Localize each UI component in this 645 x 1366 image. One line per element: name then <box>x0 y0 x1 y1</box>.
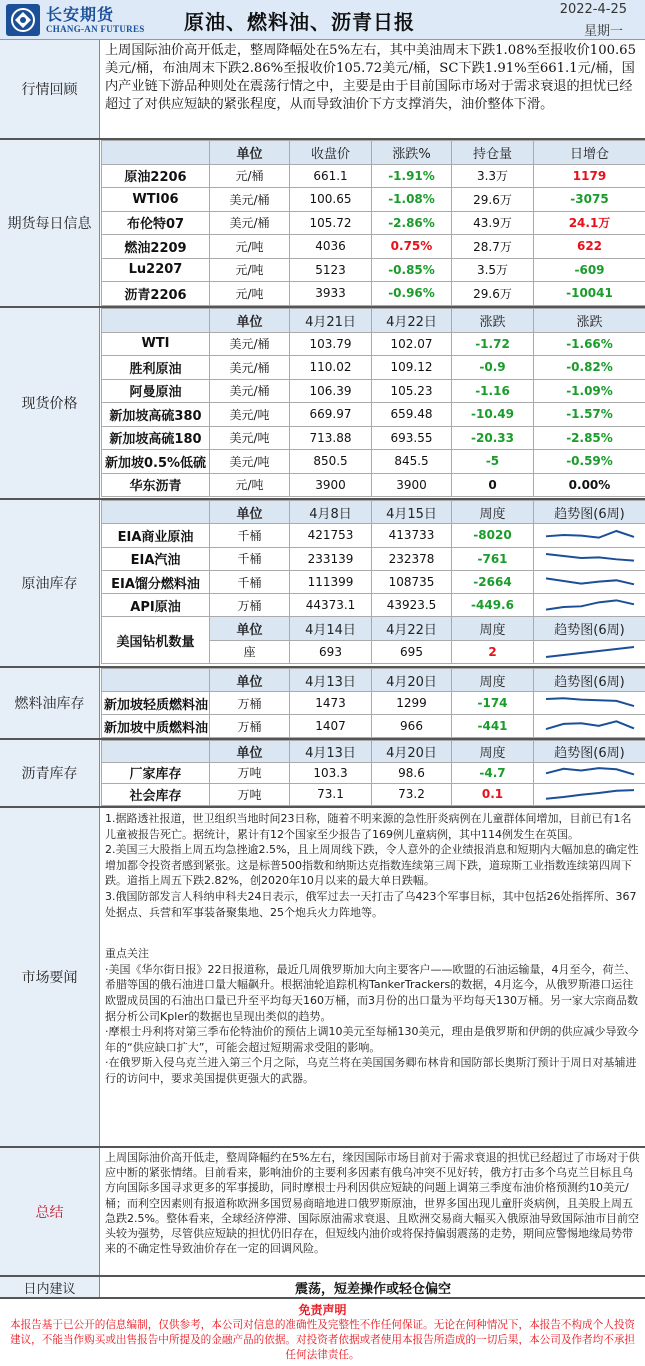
trend-line <box>546 790 634 799</box>
open-interest: 3.3万 <box>452 164 534 188</box>
price-change: -5 <box>452 450 534 474</box>
price-change: -1.72 <box>452 332 534 356</box>
unit-cell: 美元/吨 <box>210 426 290 450</box>
change-percent: -1.91% <box>372 164 452 188</box>
open-interest-change: -3075 <box>534 188 645 212</box>
asphalt-inventory-table <box>101 740 645 806</box>
unit-cell: 千桶 <box>210 524 290 547</box>
table-row <box>102 762 645 784</box>
unit-cell: 万吨 <box>210 784 290 806</box>
trend-line <box>546 768 634 774</box>
column-header: 趋势图(6周) <box>534 741 645 763</box>
report-weekday: 星期一 <box>583 24 623 39</box>
crude-inventory-table <box>101 500 645 664</box>
column-header <box>102 501 210 524</box>
table-row <box>102 379 645 403</box>
unit-cell: 元/吨 <box>210 235 290 259</box>
table-row <box>102 524 645 547</box>
inventory-week2: 413733 <box>372 524 452 547</box>
spot-price-section <box>0 308 645 500</box>
column-header: 周度 <box>452 669 534 692</box>
trend-line <box>546 531 634 538</box>
price-day1: 669.97 <box>290 403 372 427</box>
contract-name: Lu2207 <box>102 258 210 282</box>
news-item: 2.美国三大股指上周五均急挫逾2.5%，且上周周线下跌，令人意外的企业绩报消息和短期内大幅加息的确定性增加都令投资者感到紧张。这是标普500指数和纳斯达克指数连续第三周下跌，道琼斯工业指数连续第四周下跌。道指上周五下跌2.82%，创2020年10月以来的最大单日跌幅。 <box>105 843 639 888</box>
trend-line <box>546 554 634 561</box>
trend-cell <box>534 524 645 547</box>
table-row <box>102 164 645 188</box>
rig-count-name: 美国钻机数量 <box>102 617 210 664</box>
column-header <box>102 669 210 692</box>
inventory-weekly-change: 0.1 <box>452 784 534 806</box>
close-price: 661.1 <box>290 164 372 188</box>
futures-table <box>101 140 645 306</box>
trend-sparkline <box>542 695 638 712</box>
price-change-percent: -0.82% <box>534 356 645 380</box>
column-header: 周度 <box>452 617 534 640</box>
column-header: 4月15日 <box>372 501 452 524</box>
price-day2: 102.07 <box>372 332 452 356</box>
price-day2: 105.23 <box>372 379 452 403</box>
price-change-percent: -1.57% <box>534 403 645 427</box>
trend-cell <box>534 570 645 593</box>
table-header-row <box>102 501 645 524</box>
unit-cell: 元/吨 <box>210 473 290 497</box>
focus-item: ·摩根士丹利将对第三季布伦特油价的预估上调10美元至每桶130美元，理由是俄罗斯和伊朗的供应减少导致今年的“供应缺口扩大”，可能会超过短期需求受阻的影响。 <box>105 1025 639 1054</box>
column-header: 日增仓 <box>534 141 645 165</box>
column-header: 趋势图(6周) <box>534 501 645 524</box>
inventory-weekly-change: -2664 <box>452 570 534 593</box>
inventory-weekly-change: -449.6 <box>452 594 534 617</box>
table-header-row <box>102 141 645 165</box>
price-change: 0 <box>452 473 534 497</box>
trend-sparkline <box>542 787 638 803</box>
trend-line <box>546 600 634 609</box>
company-logo-icon <box>5 3 41 37</box>
change-percent: -1.08% <box>372 188 452 212</box>
focus-title: 重点关注 <box>105 947 149 961</box>
trend-sparkline <box>542 550 638 567</box>
inventory-week2: 108735 <box>372 570 452 593</box>
unit-cell: 美元/桶 <box>210 211 290 235</box>
column-header: 周度 <box>452 741 534 763</box>
inventory-weekly-change: -761 <box>452 547 534 570</box>
column-header: 周度 <box>452 501 534 524</box>
column-header: 单位 <box>210 741 290 763</box>
price-change-percent: 0.00% <box>534 473 645 497</box>
market-review-text: 上周国际油价高开低走，整周降幅处在5%左右，其中美油周末下跌1.08%至报收价100.65美元/桶，布油周末下跌2.86%至报收价105.72美元/桶，SC下跌1.91%至661.1元/桶，国内产业链下游品种则处在震荡行情之中，主要是由于目前国际市场对于需求衰退的担忧已经超过了对供应短缺的紧张程度，从而导致油价下方支撑消失，油价整体下滑。 <box>105 43 636 112</box>
inventory-weekly-change: -8020 <box>452 524 534 547</box>
fuel-oil-inventory-section <box>0 668 645 740</box>
column-header: 收盘价 <box>290 141 372 165</box>
trend-cell <box>534 547 645 570</box>
market-news-section <box>0 808 645 1148</box>
table-row <box>102 282 645 306</box>
company-name-en: CHANG-AN FUTURES <box>46 24 145 34</box>
market-news-body <box>101 808 645 1090</box>
change-percent: 0.75% <box>372 235 452 259</box>
intraday-advice-section <box>0 1277 645 1299</box>
column-header: 趋势图(6周) <box>534 669 645 692</box>
price-change: -20.33 <box>452 426 534 450</box>
inventory-week1: 1473 <box>290 692 372 715</box>
price-day1: 850.5 <box>290 450 372 474</box>
unit-cell: 千桶 <box>210 570 290 593</box>
table-row <box>102 403 645 427</box>
table-row <box>102 570 645 593</box>
table-row <box>102 235 645 259</box>
table-header-row <box>102 669 645 692</box>
inventory-week2: 1299 <box>372 692 452 715</box>
unit-cell: 千桶 <box>210 547 290 570</box>
column-header: 单位 <box>210 141 290 165</box>
unit-cell: 万桶 <box>210 594 290 617</box>
unit-cell: 元/桶 <box>210 164 290 188</box>
column-header: 涨跌 <box>452 309 534 333</box>
table-row <box>102 332 645 356</box>
inventory-week2: 98.6 <box>372 762 452 784</box>
asphalt-inventory-section <box>0 740 645 808</box>
table-header-row <box>102 741 645 763</box>
inventory-week1: 111399 <box>290 570 372 593</box>
table-row <box>102 258 645 282</box>
price-change-percent: -0.59% <box>534 450 645 474</box>
unit-cell: 美元/桶 <box>210 356 290 380</box>
trend-line <box>546 698 634 706</box>
rig-count-week1: 693 <box>290 640 372 663</box>
trend-line <box>546 721 634 729</box>
table-row <box>102 784 645 806</box>
product-name: 新加坡高硫180 <box>102 426 210 450</box>
inventory-week2: 232378 <box>372 547 452 570</box>
inventory-name: EIA馏分燃料油 <box>102 570 210 593</box>
table-row <box>102 426 645 450</box>
price-day1: 713.88 <box>290 426 372 450</box>
column-header <box>102 741 210 763</box>
trend-line <box>546 579 634 585</box>
contract-name: 沥青2206 <box>102 282 210 306</box>
inventory-name: EIA商业原油 <box>102 524 210 547</box>
table-row <box>102 473 645 497</box>
table-row <box>102 692 645 715</box>
open-interest: 3.5万 <box>452 258 534 282</box>
asphalt-inventory-label: 沥青库存 <box>0 740 100 806</box>
inventory-week1: 73.1 <box>290 784 372 806</box>
price-day2: 109.12 <box>372 356 452 380</box>
open-interest-change: 1179 <box>534 164 645 188</box>
inventory-name: 厂家库存 <box>102 762 210 784</box>
column-header: 涨跌% <box>372 141 452 165</box>
open-interest: 29.6万 <box>452 188 534 212</box>
inventory-weekly-change: -441 <box>452 715 534 738</box>
product-name: WTI <box>102 332 210 356</box>
price-change-percent: -2.85% <box>534 426 645 450</box>
table-row <box>102 211 645 235</box>
trend-cell <box>534 715 645 738</box>
inventory-name: API原油 <box>102 594 210 617</box>
market-news-label: 市场要闻 <box>0 808 100 1146</box>
trend-sparkline <box>542 765 638 781</box>
unit-cell: 座 <box>210 640 290 663</box>
column-header: 4月14日 <box>290 617 372 640</box>
column-header: 4月21日 <box>290 309 372 333</box>
open-interest-change: -10041 <box>534 282 645 306</box>
trend-cell <box>534 762 645 784</box>
open-interest: 43.9万 <box>452 211 534 235</box>
inventory-week1: 44373.1 <box>290 594 372 617</box>
trend-cell <box>534 692 645 715</box>
unit-cell: 元/吨 <box>210 258 290 282</box>
product-name: 新加坡高硫380 <box>102 403 210 427</box>
fuel-oil-inventory-label: 燃料油库存 <box>0 668 100 738</box>
summary-label: 总结 <box>0 1148 100 1275</box>
futures-info-label: 期货每日信息 <box>0 140 100 306</box>
intraday-advice-label: 日内建议 <box>0 1277 100 1297</box>
price-day2: 3900 <box>372 473 452 497</box>
price-day2: 693.55 <box>372 426 452 450</box>
rig-count-week2: 695 <box>372 640 452 663</box>
contract-name: 原油2206 <box>102 164 210 188</box>
close-price: 100.65 <box>290 188 372 212</box>
summary-section <box>0 1148 645 1277</box>
intraday-advice-text: 震荡，短差操作或轻仓偏空 <box>294 1281 451 1297</box>
inventory-week1: 421753 <box>290 524 372 547</box>
product-name: 华东沥青 <box>102 473 210 497</box>
open-interest: 29.6万 <box>452 282 534 306</box>
column-header: 4月20日 <box>372 669 452 692</box>
trend-sparkline <box>542 527 638 544</box>
market-review-label: 行情回顾 <box>0 40 100 138</box>
price-day1: 103.79 <box>290 332 372 356</box>
inventory-weekly-change: -174 <box>452 692 534 715</box>
inventory-week1: 233139 <box>290 547 372 570</box>
price-day1: 110.02 <box>290 356 372 380</box>
focus-item: ·在俄罗斯入侵乌克兰进入第三个月之际，乌克兰将在美国国务卿布林肯和国防部长奥斯汀预计于周日对基辅进行的访问中，要求美国提供更强大的武器。 <box>105 1056 637 1085</box>
open-interest: 28.7万 <box>452 235 534 259</box>
unit-cell: 美元/吨 <box>210 450 290 474</box>
close-price: 105.72 <box>290 211 372 235</box>
unit-cell: 美元/吨 <box>210 403 290 427</box>
focus-item: ·美国《华尔街日报》22日报道称，最近几周俄罗斯加大向主要客户——欧盟的石油运输量，4月至今，荷兰、希腊等国的俄石油进口量大幅飙升。根据油轮追踪机构TankerTrackers的数据，4月迄今，从俄罗斯港口运往欧盟成员国的石油出口量已升至平均每天160万桶，而3月份的出口量为平均每天130万桶。另一家大宗商品数据分析公司Kpler的数据也呈现出类似的趋势。 <box>105 962 638 1023</box>
column-header: 4月13日 <box>290 669 372 692</box>
price-change: -1.16 <box>452 379 534 403</box>
price-day2: 659.48 <box>372 403 452 427</box>
contract-name: 布伦特07 <box>102 211 210 235</box>
column-header: 单位 <box>210 617 290 640</box>
spot-price-table <box>101 308 645 497</box>
price-day2: 845.5 <box>372 450 452 474</box>
price-change: -0.9 <box>452 356 534 380</box>
rig-count-weekly-change: 2 <box>452 640 534 663</box>
column-header: 单位 <box>210 309 290 333</box>
column-header: 4月22日 <box>372 309 452 333</box>
crude-inventory-label: 原油库存 <box>0 500 100 666</box>
disclaimer-title: 免责声明 <box>298 1303 347 1317</box>
table-row <box>102 188 645 212</box>
unit-cell: 元/吨 <box>210 282 290 306</box>
product-name: 新加坡0.5%低硫 <box>102 450 210 474</box>
spot-price-label: 现货价格 <box>0 308 100 498</box>
table-header-row <box>102 309 645 333</box>
summary-text: 上周国际油价高开低走，整周降幅约在5%左右，缘因国际市场目前对于需求衰退的担忧已经超过了市场对于供应中断的紧张情绪。目前看来，影响油价的主要利多因素有俄乌冲突不见好转，俄方打击多个乌克兰目标且乌方向国际多国寻求更多的军事援助，同时摩根士丹利因供应短缺的问题上调第三季度布油价格预测约10美元/桶；而利空因素则有报道称欧洲多国贸易商暗地进口俄罗斯原油，世界多国出现儿童肝炎病例，且美股上周五急跌2.5%。整体看来，全球经济停滞、国际原油需求衰退、且欧洲交易商大幅买入俄原油导致国际油市目前空头较为强势，尽管供应短缺的担忧仍旧存在，但短线内油价或将保持偏弱震荡的走势，期间应警惕地缘局势带来的不确定性导致油价存在一定的回调风险。 <box>105 1151 640 1256</box>
disclaimer-text: 本报告基于已公开的信息编制，仅供参考，本公司对信息的准确性及完整性不作任何保证。无论在何种情况下，本报告不构成个人投资建议，不能当作购买或出售报告中所提及的金融产品的依据。对投资者依据或者使用本报告所造成的一切后果，本公司及作者均不承担任何法律责任。 <box>9 1319 636 1361</box>
report-title: 原油、燃料油、沥青日报 <box>184 10 415 34</box>
column-header: 涨跌 <box>534 309 645 333</box>
inventory-week2: 966 <box>372 715 452 738</box>
change-percent: -0.96% <box>372 282 452 306</box>
inventory-weekly-change: -4.7 <box>452 762 534 784</box>
news-item: 3.俄国防部发言人科纳申科夫24日表示，俄军过去一天打击了乌423个军事目标，其中包括26处指挥所、367处据点、兵营和军事装备聚集地、25个炮兵火力阵地等。 <box>105 889 637 919</box>
open-interest-change: -609 <box>534 258 645 282</box>
change-percent: -0.85% <box>372 258 452 282</box>
inventory-week1: 103.3 <box>290 762 372 784</box>
inventory-name: 社会库存 <box>102 784 210 806</box>
futures-info-section <box>0 140 645 308</box>
table-row <box>102 715 645 738</box>
price-day1: 3900 <box>290 473 372 497</box>
product-name: 阿曼原油 <box>102 379 210 403</box>
column-header: 4月13日 <box>290 741 372 763</box>
price-change-percent: -1.66% <box>534 332 645 356</box>
unit-cell: 万桶 <box>210 715 290 738</box>
table-header-row <box>102 617 645 640</box>
inventory-name: EIA汽油 <box>102 547 210 570</box>
unit-cell: 万桶 <box>210 692 290 715</box>
trend-cell <box>534 594 645 617</box>
crude-inventory-section <box>0 500 645 668</box>
product-name: 胜利原油 <box>102 356 210 380</box>
unit-cell: 美元/桶 <box>210 332 290 356</box>
price-day1: 106.39 <box>290 379 372 403</box>
inventory-week2: 43923.5 <box>372 594 452 617</box>
trend-sparkline <box>542 643 638 660</box>
close-price: 5123 <box>290 258 372 282</box>
column-header: 4月20日 <box>372 741 452 763</box>
unit-cell: 万吨 <box>210 762 290 784</box>
trend-line <box>546 647 634 657</box>
table-row <box>102 450 645 474</box>
column-header <box>102 309 210 333</box>
fuel-oil-inventory-table <box>101 668 645 738</box>
news-item: 1.据路透社报道，世卫组织当地时间23日称，随着不明来源的急性肝炎病例在儿童群体间增加，目前已有1名儿童被报告死亡。据统计，累计有12个国家至少报告了169例儿童病例，其中114例发生在英国。 <box>105 812 632 841</box>
report-date: 2022-4-25 <box>559 2 627 17</box>
report-header <box>0 0 645 40</box>
price-change: -10.49 <box>452 403 534 427</box>
open-interest-change: 622 <box>534 235 645 259</box>
trend-cell <box>534 640 645 663</box>
trend-cell <box>534 784 645 806</box>
trend-sparkline <box>542 718 638 735</box>
close-price: 3933 <box>290 282 372 306</box>
unit-cell: 美元/桶 <box>210 379 290 403</box>
disclaimer-section <box>0 1300 645 1366</box>
column-header: 单位 <box>210 669 290 692</box>
column-header: 4月8日 <box>290 501 372 524</box>
column-header: 持仓量 <box>452 141 534 165</box>
column-header: 4月22日 <box>372 617 452 640</box>
close-price: 4036 <box>290 235 372 259</box>
table-row <box>102 594 645 617</box>
inventory-name: 新加坡轻质燃料油 <box>102 692 210 715</box>
unit-cell: 美元/桶 <box>210 188 290 212</box>
price-change-percent: -1.09% <box>534 379 645 403</box>
column-header: 趋势图(6周) <box>534 617 645 640</box>
market-review-section <box>0 40 645 140</box>
trend-sparkline <box>542 597 638 614</box>
inventory-name: 新加坡中质燃料油 <box>102 715 210 738</box>
table-row <box>102 547 645 570</box>
trend-sparkline <box>542 573 638 590</box>
column-header: 单位 <box>210 501 290 524</box>
change-percent: -2.86% <box>372 211 452 235</box>
inventory-week2: 73.2 <box>372 784 452 806</box>
contract-name: 燃油2209 <box>102 235 210 259</box>
table-row <box>102 356 645 380</box>
open-interest-change: 24.1万 <box>534 211 645 235</box>
contract-name: WTI06 <box>102 188 210 212</box>
inventory-week1: 1407 <box>290 715 372 738</box>
company-name: 长安期货 <box>46 5 115 24</box>
column-header <box>102 141 210 165</box>
